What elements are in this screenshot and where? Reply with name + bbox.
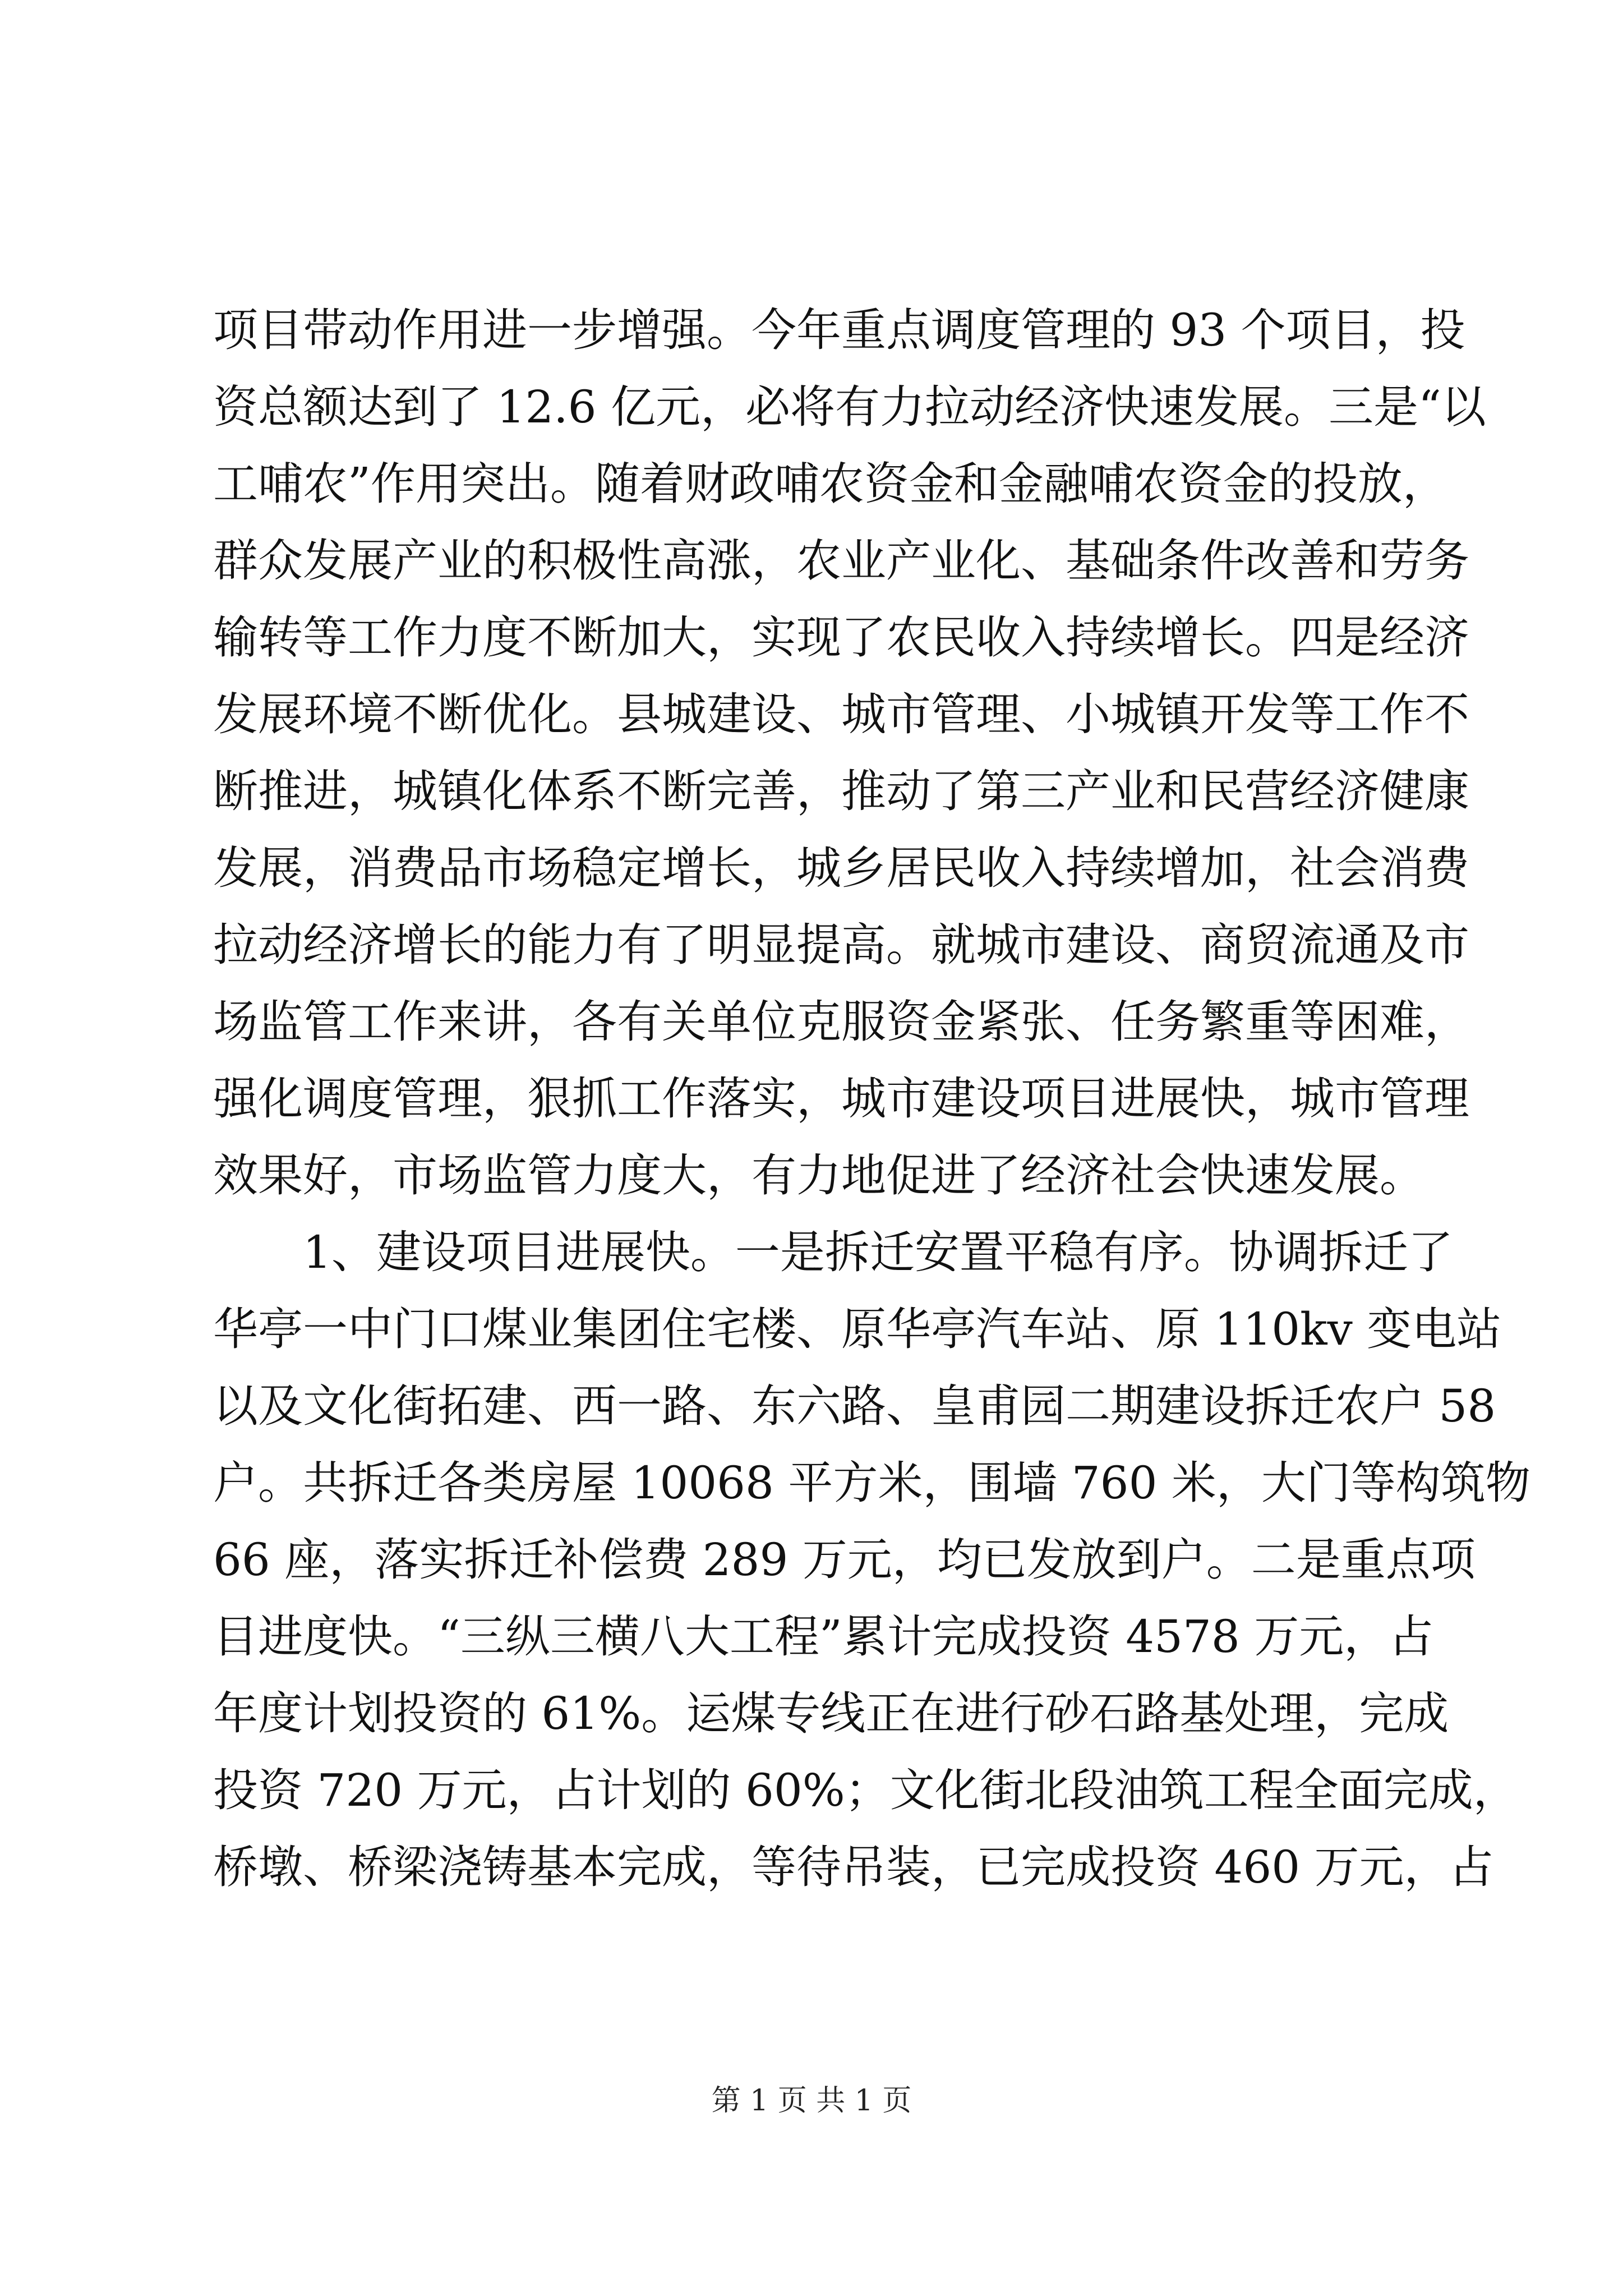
page-footer — [0, 2081, 1623, 2120]
text-line: 工哺农”作用突出。随着财政哺农资金和金融哺农资金的投放， — [213, 458, 1447, 510]
text-line: 华亭一中门口煤业集团住宅楼、原华亭汽车站、原 110kv 变电站 — [213, 1303, 1502, 1355]
document-body — [213, 292, 1530, 1906]
text-line: 发展，消费品市场稳定增长，城乡居民收入持续增加，社会消费 — [213, 842, 1469, 894]
text-line: 项目带动作用进一步增强。今年重点调度管理的 93 个项目，投 — [213, 304, 1465, 356]
text-line: 桥墩、桥梁浇铸基本完成，等待吊装，已完成投资 460 万元，占 — [213, 1841, 1494, 1893]
text-line: 场监管工作来讲，各有关单位克服资金紧张、任务繁重等困难， — [213, 996, 1469, 1048]
text-line: 投资 720 万元，占计划的 60%；文化街北段油筑工程全面完成， — [213, 1764, 1518, 1816]
text-line: 资总额达到了 12.6 亿元，必将有力拉动经济快速发展。三是“以 — [213, 381, 1486, 433]
text-line: 输转等工作力度不断加大，实现了农民收入持续增长。四是经济 — [213, 611, 1469, 664]
text-line: 群众发展产业的积极性高涨，农业产业化、基础条件改善和劳务 — [213, 535, 1469, 587]
text-line: 户。共拆迁各类房屋 10068 平方米，围墙 760 米，大门等构筑物 — [213, 1457, 1530, 1509]
text-line: 66 座，落实拆迁补偿费 289 万元，均已发放到户。二是重点项 — [213, 1534, 1476, 1586]
text-line: 拉动经济增长的能力有了明显提高。就城市建设、商贸流通及市 — [213, 919, 1469, 971]
paragraph-1 — [213, 292, 1486, 1214]
text-line: 发展环境不断优化。县城建设、城市管理、小城镇开发等工作不 — [213, 688, 1469, 740]
text-line: 断推进，城镇化体系不断完善，推动了第三产业和民营经济健康 — [213, 765, 1469, 817]
text-line: 强化调度管理，狠抓工作落实，城市建设项目进展快，城市管理 — [213, 1073, 1469, 1125]
text-line: 年度计划投资的 61%。运煤专线正在进行砂石路基处理，完成 — [213, 1687, 1449, 1740]
text-line: 目进度快。“三纵三横八大工程”累计完成投资 4578 万元，占 — [213, 1611, 1434, 1663]
paragraph-2 — [213, 1214, 1530, 1906]
page-number-label: 第 1 页 共 1 页 — [711, 2084, 912, 2118]
text-line: 1、建设项目进展快。一是拆迁安置平稳有序。协调拆迁了 — [303, 1226, 1453, 1278]
text-line: 效果好，市场监管力度大，有力地促进了经济社会快速发展。 — [213, 1149, 1424, 1202]
text-line: 以及文化街拓建、西一路、东六路、皇甫园二期建设拆迁农户 58 — [213, 1380, 1496, 1432]
